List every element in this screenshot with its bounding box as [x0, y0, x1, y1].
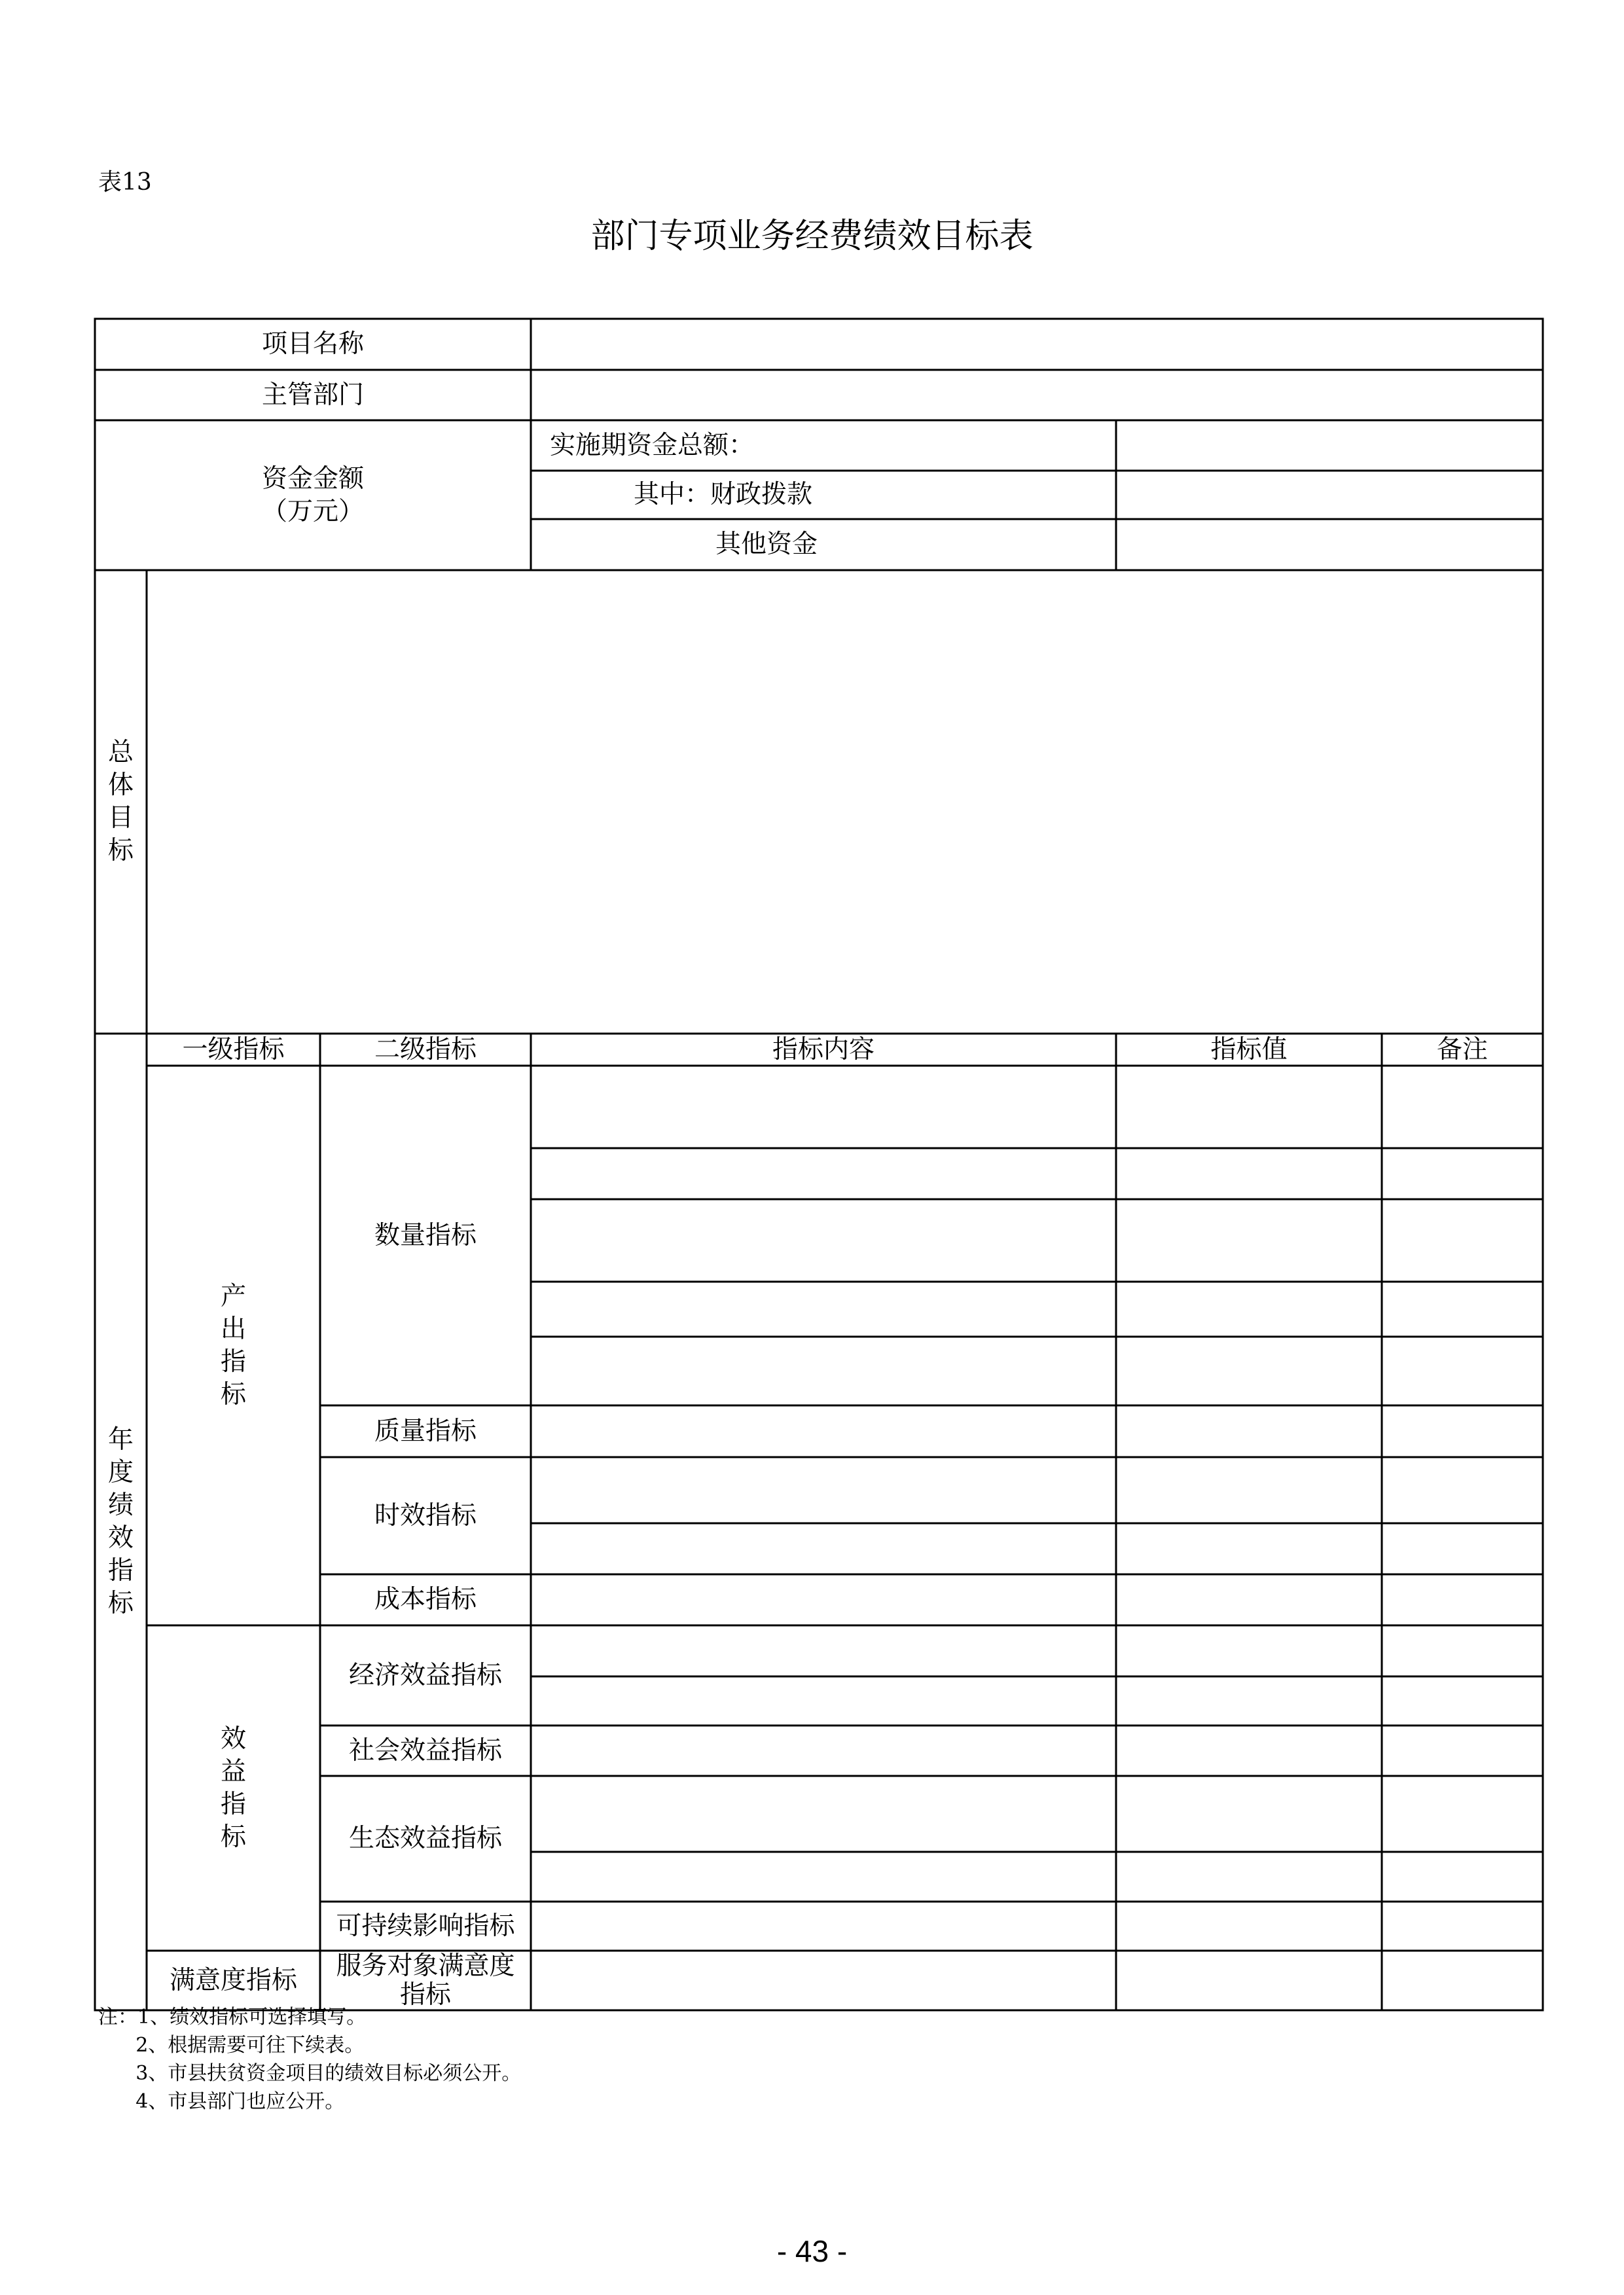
satisfaction-indicators-label: 满意度指标 — [169, 1965, 297, 1995]
ecological-benefit-label: 生态效益指标 — [348, 1824, 502, 1853]
note-line: 4、市县部门也应公开。 — [98, 2090, 345, 2113]
funding-label-line1: 资金金额 — [261, 463, 364, 494]
annual-indicators-label — [95, 1034, 147, 2010]
sustainable-impact-label: 可持续影响指标 — [336, 1911, 515, 1941]
benefit-indicators-char: 标 — [220, 1822, 246, 1852]
annual-indicators-char: 绩 — [107, 1491, 134, 1520]
note-line: 3、市县扶贫资金项目的绩效目标必须公开。 — [98, 2062, 522, 2085]
quantity-indicator-label: 数量指标 — [374, 1220, 477, 1250]
other-funding-field[interactable] — [1116, 519, 1543, 570]
benefit-indicators-char: 指 — [220, 1789, 246, 1819]
fiscal-funding-label: 其中：财政拨款 — [634, 480, 813, 509]
timeliness-indicator-label: 时效指标 — [374, 1500, 477, 1530]
col-header-content: 指标内容 — [772, 1034, 875, 1064]
output-indicators-char: 指 — [220, 1346, 246, 1377]
social-benefit-label: 社会效益指标 — [348, 1735, 502, 1765]
overall-goal-char: 目 — [107, 803, 134, 833]
annual-indicators-char: 标 — [107, 1589, 134, 1618]
service-satisfaction-line1: 服务对象满意度 — [336, 1951, 515, 1981]
cost-indicator-label: 成本指标 — [374, 1585, 477, 1614]
overall-goal-char: 总 — [107, 738, 134, 767]
department-field[interactable] — [531, 370, 1543, 420]
funding-label-line2: （万元） — [261, 496, 364, 526]
annual-indicators-char: 效 — [107, 1523, 134, 1553]
overall-goal-field[interactable] — [147, 570, 1543, 1034]
output-indicators-label — [147, 1066, 320, 1625]
benefit-indicators-char: 益 — [220, 1756, 246, 1786]
overall-goal-char: 标 — [107, 836, 134, 865]
output-indicators-char: 出 — [220, 1314, 246, 1344]
col-header-level2: 二级指标 — [374, 1034, 477, 1064]
funding-amount-label — [95, 420, 531, 570]
economic-benefit-label: 经济效益指标 — [348, 1660, 502, 1690]
output-indicators-char: 标 — [220, 1379, 246, 1409]
total-funding-label: 实施期资金总额： — [550, 430, 755, 460]
benefit-indicators-char: 效 — [220, 1724, 246, 1754]
annual-indicators-char: 度 — [107, 1458, 134, 1487]
notes — [98, 2003, 521, 2116]
col-header-level1: 一级指标 — [182, 1034, 285, 1064]
benefit-indicators-label — [147, 1625, 320, 1951]
col-header-note: 备注 — [1436, 1034, 1488, 1064]
overall-goal-label — [95, 570, 147, 1034]
document-title: 部门专项业务经费绩效目标表 — [590, 217, 1034, 256]
page-number: - 43 - — [776, 2234, 848, 2268]
quality-indicator-label: 质量指标 — [374, 1416, 477, 1446]
note-line: 注：1、绩效指标可选择填写。 — [98, 2006, 367, 2029]
department-label: 主管部门 — [261, 380, 364, 410]
annual-indicators-char: 年 — [107, 1425, 134, 1455]
note-line: 2、根据需要可往下续表。 — [98, 2034, 365, 2057]
annual-indicators-char: 指 — [107, 1556, 134, 1585]
service-satisfaction-line2: 指标 — [399, 1979, 451, 2010]
table-number: 表13 — [98, 169, 152, 196]
other-funding-label: 其他资金 — [715, 530, 818, 559]
project-name-label: 项目名称 — [261, 329, 364, 359]
service-satisfaction-label — [320, 1951, 531, 2010]
col-header-value: 指标值 — [1210, 1034, 1288, 1064]
fiscal-funding-field[interactable] — [1116, 471, 1543, 519]
project-name-field[interactable] — [531, 319, 1543, 370]
output-indicators-char: 产 — [220, 1281, 246, 1311]
total-funding-field[interactable] — [1116, 420, 1543, 471]
overall-goal-char: 体 — [107, 770, 134, 800]
